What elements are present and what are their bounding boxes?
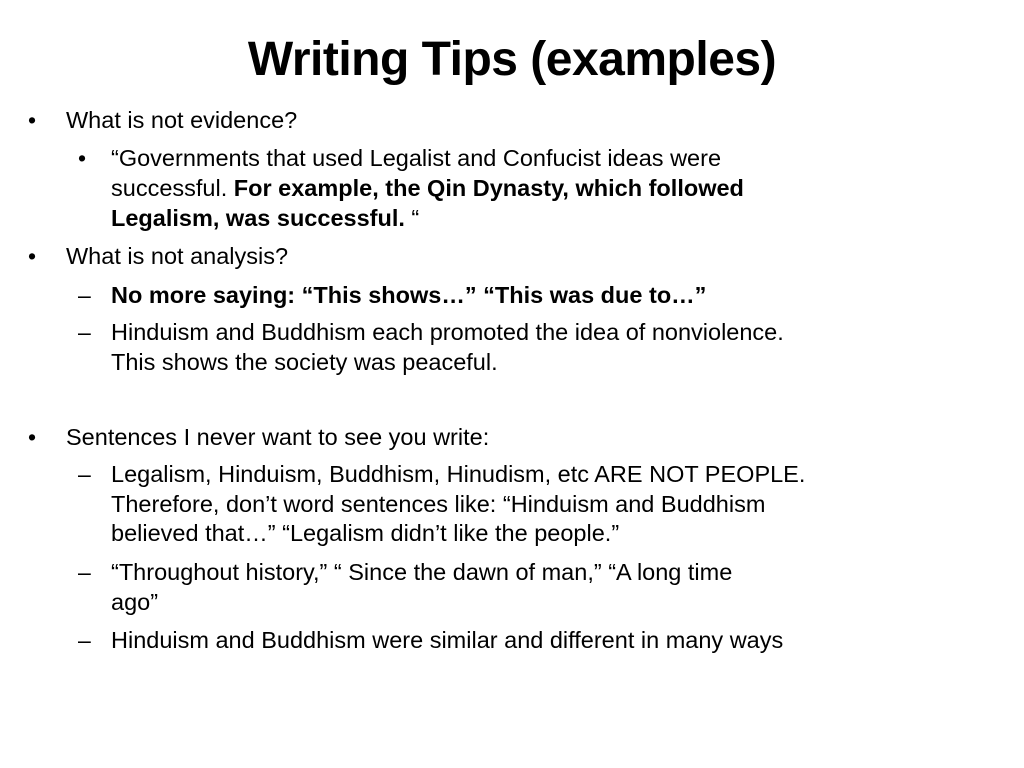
bullet-sentences-never-write: Sentences I never want to see you write: xyxy=(66,424,490,450)
not-people-line-3: believed that…” “Legalism didn’t like the people.” xyxy=(111,520,620,546)
not-people-line-2: Therefore, don’t word sentences like: “Hinduism and Buddhism xyxy=(111,491,766,517)
dash-marker: – xyxy=(78,282,91,308)
evidence-example-line-3 xyxy=(111,203,419,233)
analysis-no-more-saying-text: No more saying: “This shows…” “This was due to…” xyxy=(111,282,707,308)
not-people-line-1: Legalism, Hinduism, Buddhism, Hinudism, etc ARE NOT PEOPLE. xyxy=(111,461,806,487)
dash-marker: – xyxy=(78,319,91,345)
bullet-marker: • xyxy=(28,243,37,269)
evidence-example-line-1: “Governments that used Legalist and Confucist ideas were xyxy=(111,145,722,171)
cliche-phrases-line-1: “Throughout history,” “ Since the dawn of man,” “A long time xyxy=(111,559,733,585)
analysis-example-line-2: This shows the society was peaceful. xyxy=(111,349,498,375)
evidence-example-bold-conclusion: Legalism, was successful. xyxy=(111,205,405,231)
dash-marker: – xyxy=(78,627,91,653)
evidence-example-bold-text: For example, the Qin Dynasty, which followed xyxy=(233,175,744,201)
bullet-marker: • xyxy=(28,424,37,450)
dash-marker: – xyxy=(78,559,91,585)
evidence-example-line-2 xyxy=(111,173,744,203)
bullet-what-is-not-analysis: What is not analysis? xyxy=(66,243,289,269)
analysis-example-line-1: Hinduism and Buddhism each promoted the idea of nonviolence. xyxy=(111,319,784,345)
similar-different-line: Hinduism and Buddhism were similar and different in many ways xyxy=(111,627,784,653)
sub-bullet-marker: • xyxy=(78,145,87,171)
evidence-example-plain-text: successful. xyxy=(111,175,234,201)
evidence-example-closing-quote: “ xyxy=(404,205,420,231)
bullet-what-is-not-evidence: What is not evidence? xyxy=(66,107,298,133)
bullet-marker: • xyxy=(28,107,37,133)
slide-title: Writing Tips (examples) xyxy=(247,33,777,86)
cliche-phrases-line-2: ago” xyxy=(111,589,159,615)
dash-marker: – xyxy=(78,461,91,487)
analysis-no-more-saying xyxy=(111,280,706,310)
